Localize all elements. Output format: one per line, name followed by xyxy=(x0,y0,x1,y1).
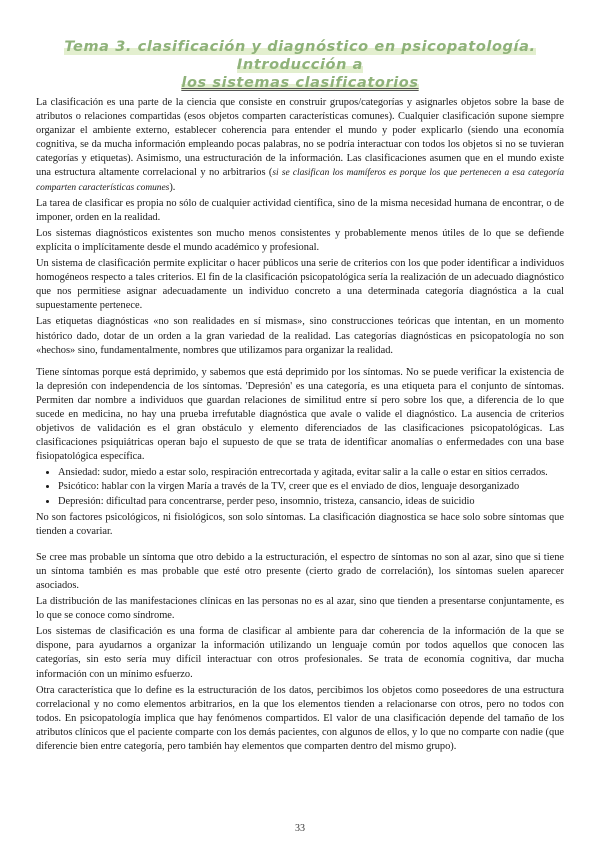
paragraph-structuration: Se cree mas probable un síntoma que otro debido a la estructuración, el espectro de síntomas no son al azar, sino que si tiene un síntoma también es mas probable que esté otro presente (cierto grado de correlación), los síntomas suelen aparecer asociados. xyxy=(36,551,564,591)
page-number: 33 xyxy=(295,823,305,834)
title-line-1: Tema 3. clasificación y diagnóstico en psicopatología. Introducción a xyxy=(64,39,536,73)
paragraph-syndrome: La distribución de las manifestaciones clínicas en las personas no es al azar, sino que tienden a presentarse conjuntamente, es lo que se conoce como síndrome. xyxy=(36,596,564,622)
page-title xyxy=(36,38,564,92)
paragraph-diagnostic-labels: Las etiquetas diagnósticas «no son realidades en sí mismas», sino construcciones teóricas que intentan, en un momento histórico dado, dotar de un orden a la gran variedad de la realidad. Las categorías diagnósticas en psicopatología no son «hechos» sino, fundamentalmente, nombres que utilizamos para organizar la realidad. xyxy=(36,316,564,356)
paragraph-classifying-task: La tarea de clasificar es propia no sólo de cualquier actividad científica, sino de la misma necesidad humana de encontrar, o de imponer, orden en la realidad. xyxy=(36,197,564,223)
list-item: • Ansiedad: sudor, miedo a estar solo, respiración entrecortada y agitada, evitar salir a la calle o estar en sitios cerrados. xyxy=(58,466,564,480)
paragraph-classification-definition: La clasificación es una parte de la ciencia que consiste en construir grupos/categorías y asignarles objetos sobre la base de atributos o relaciones compartidas (esos objetos comparten características comunes). Cualquier clasificación supone siempre organizar el ambiente externo, establecer coherencia para entender el mundo y poder explicarlo (siendo una economía cognitiva, se da mucha información empleando pocas palabras, no se podría interactuar con todos los objetos si no se tuvieran categorías y etiquetas). Asimismo, una estructuración de la información. Las clasificaciones asumen que en el mundo existe una estructura altamente correlacional y no arbitrarios (si se clasifican los mamíferos es porque los que pertenecen a esa categoría comparten características comunes). xyxy=(36,97,565,193)
symptom-list xyxy=(36,466,564,508)
paragraph-diagnostic-systems: Los sistemas diagnósticos existentes son mucho menos consistentes y probablemente menos útiles de lo que se defiende explícita o implícitamente desde el mundo académico y profesional. xyxy=(36,227,564,253)
list-item: • Depresión: dificultad para concentrarse, perder peso, insomnio, tristeza, cansancio, ideas de suicidio xyxy=(58,495,564,509)
title-line-2: los sistemas clasificatorios xyxy=(181,75,419,91)
paragraph-depression-example: Tiene síntomas porque está deprimido, y sabemos que está deprimido por los síntomas. No se puede verificar la existencia de la depresión con independencia de los síntomas. 'Depresión' es una categoría, es una etiqueta para el conjunto de síntomas. Permiten dar nombre a individuos que guardan relaciones de similitud entre sí pero sobre los que, a diferencia de lo que sucede en medicina, no hay una prueba irrefutable diagnóstica que avale o valide el diagnóstico. La ausencia de criterios objetivos de validación es el gran obstáculo y elemento diferenciados de las clasificaciones psicopatológicas. Las clasificaciones psiquiátricas operan bajo el supuesto de que se trata de identificar anomalías o enfermedades con una base fisiopatológica específica. xyxy=(36,366,564,463)
paragraph-symptoms-covary: No son factores psicológicos, ni fisiológicos, son solo síntomas. La clasificación diagnostica se hace solo sobre síntomas que tienden a covariar. xyxy=(36,511,564,537)
paragraph-classification-system: Un sistema de clasificación permite explicitar o hacer públicos una serie de criterios con los que poder identificar a individuos homogéneos respecto a tales criterios. El fin de la clasificación psicopatológica sería la realización de un adecuado diagnóstico que nos permitiese asignar adecuadamente un individuo concreto a una determinada categoría diagnóstica a la cual supuestamente pertenece. xyxy=(36,258,564,312)
paragraph-data-structuration: Otra característica que lo define es la estructuración de los datos, percibimos los objetos como poseedores de una estructura correlacional y no como elementos arbitrarios, en la que los elementos tienden a relacionarse con otros, pero no todos con todos. En psicopatología implica que hay fenómenos compartidos. El valor de una clasificación depende del tamaño de los atributos clínicos que el paciente comparte con los demás pacientes, con algunos de ellos, y lo que no comparte con nadie (que diferencie bien entre categoría, pero también hay elementos que comparten dentro del mismo grupo). xyxy=(36,684,564,753)
paragraph-classification-systems: Los sistemas de clasificación es una forma de clasificar al ambiente para dar coherencia de la información de la que se dispone, para ayudarnos a organizar la información utilizando un lenguaje común por todos aquellos que conocen las categorías, sin esto sería muy difícil interactuar con otros profesionales. Se trata de economía cognitiva, dar mucha información con un mínimo esfuerzo. xyxy=(36,626,564,680)
list-item: • Psicótico: hablar con la virgen María a través de la TV, creer que es el enviado de dios, lenguaje desorganizado xyxy=(58,480,564,494)
